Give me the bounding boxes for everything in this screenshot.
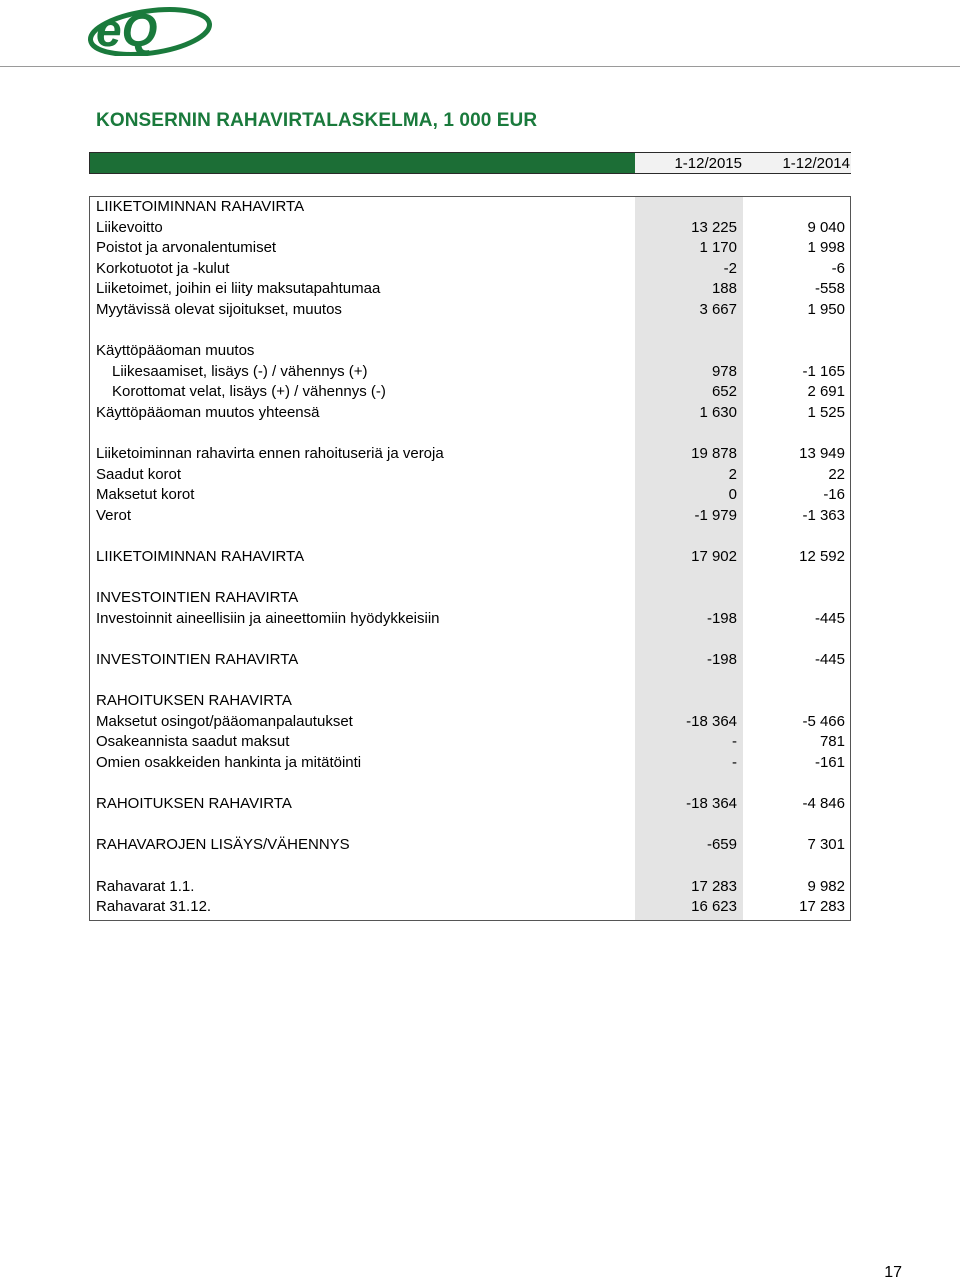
value-2014: -5 466 (802, 712, 845, 730)
page-title: KONSERNIN RAHAVIRTALASKELMA, 1 000 EUR (96, 110, 538, 131)
value-2015: 1 630 (699, 403, 737, 421)
row-label: Investoinnit aineellisiin ja aineettomiin hyödykkeisiin (96, 609, 440, 627)
table-row (90, 218, 850, 239)
row-label: Maksetut korot (96, 486, 195, 504)
cash-flow-table (89, 152, 851, 921)
value-2015: -659 (706, 836, 737, 854)
row-label: INVESTOINTIEN RAHAVIRTA (96, 589, 299, 607)
table-row (90, 506, 850, 527)
table-row (90, 238, 850, 259)
row-label: Verot (96, 506, 132, 524)
row-label: RAHAVAROJEN LISÄYS/VÄHENNYS (96, 836, 350, 854)
table-row (90, 794, 850, 815)
row-label: RAHOITUKSEN RAHAVIRTA (96, 692, 292, 710)
value-2015: -198 (706, 609, 737, 627)
row-label: Korottomat velat, lisäys (+) / vähennys (-) (112, 383, 386, 401)
value-2014: 12 592 (799, 548, 845, 566)
spacer-row (90, 629, 850, 650)
row-label: Korkotuotot ja -kulut (96, 259, 230, 277)
value-2015: 19 878 (691, 445, 737, 463)
value-2015: 0 (728, 486, 737, 504)
table-row (90, 341, 850, 362)
table-row (90, 465, 850, 486)
value-2015: -2 (723, 259, 737, 277)
value-2014: -445 (814, 651, 845, 669)
value-2014: 1 525 (807, 403, 845, 421)
spacer-row (90, 424, 850, 445)
value-2014: 22 (828, 465, 845, 483)
value-2014: 1 998 (807, 239, 845, 257)
table-row (90, 279, 850, 300)
spacer-row (90, 774, 850, 795)
value-2015: 17 283 (691, 877, 737, 895)
value-2015: 978 (711, 362, 737, 380)
value-2014: -16 (823, 486, 845, 504)
row-label: Myytävissä olevat sijoitukset, muutos (96, 300, 342, 318)
table-row (90, 897, 850, 918)
table-row (90, 197, 850, 218)
value-2014: 2 691 (807, 383, 845, 401)
value-2015: 188 (711, 280, 737, 298)
table-row (90, 485, 850, 506)
spacer-row (90, 321, 850, 342)
row-label: Poistot ja arvonalentumiset (96, 239, 277, 257)
table-row (90, 691, 850, 712)
table-row (90, 712, 850, 733)
row-label: Osakeannista saadut maksut (96, 733, 290, 751)
svg-text:eQ: eQ (96, 4, 158, 56)
table-header (89, 152, 851, 174)
row-label: Liikesaamiset, lisäys (-) / vähennys (+) (112, 362, 368, 380)
table-body (89, 196, 851, 921)
column-header-2014: 1-12/2014 (743, 153, 851, 173)
row-label: INVESTOINTIEN RAHAVIRTA (96, 651, 299, 669)
row-label: LIIKETOIMINNAN RAHAVIRTA (96, 198, 305, 215)
spacer-row (90, 815, 850, 836)
table-row (90, 877, 850, 898)
row-label: Liikevoitto (96, 218, 163, 236)
value-2014: -558 (814, 280, 845, 298)
row-label: Käyttöpääoman muutos yhteensä (96, 403, 320, 421)
spacer-row (90, 671, 850, 692)
table-row (90, 650, 850, 671)
row-label: Liiketoiminnan rahavirta ennen rahoituseriä ja veroja (96, 445, 444, 463)
value-2015: -18 364 (686, 795, 737, 813)
table-row (90, 403, 850, 424)
value-2015: 13 225 (691, 218, 737, 236)
value-2014: -6 (831, 259, 845, 277)
table-row (90, 547, 850, 568)
row-label: Omien osakkeiden hankinta ja mitätöinti (96, 754, 362, 772)
value-2014: 9 982 (807, 877, 845, 895)
value-2014: 13 949 (799, 445, 845, 463)
value-2014: 17 283 (799, 898, 845, 916)
table-row (90, 753, 850, 774)
row-label: Rahavarat 1.1. (96, 877, 195, 895)
spacer-row (90, 527, 850, 548)
table-row (90, 300, 850, 321)
value-2015: -18 364 (686, 712, 737, 730)
eq-logo (88, 2, 218, 56)
table-row (90, 588, 850, 609)
row-label: RAHOITUKSEN RAHAVIRTA (96, 795, 292, 813)
row-label: Maksetut osingot/pääomanpalautukset (96, 712, 353, 730)
value-2015: 2 (728, 465, 737, 483)
value-2014: -4 846 (802, 795, 845, 813)
spacer-row (90, 856, 850, 877)
column-header-2015: 1-12/2015 (635, 153, 743, 173)
table-row (90, 362, 850, 383)
row-label: Liiketoimet, joihin ei liity maksutapahtumaa (96, 280, 381, 298)
row-label: Saadut korot (96, 465, 182, 483)
row-label: Rahavarat 31.12. (96, 898, 212, 916)
value-2014: -445 (814, 609, 845, 627)
value-2015: - (732, 733, 737, 751)
row-label: LIIKETOIMINNAN RAHAVIRTA (96, 548, 305, 566)
value-2014: -1 165 (802, 362, 845, 380)
value-2014: 7 301 (807, 836, 845, 854)
value-2014: -1 363 (802, 506, 845, 524)
table-row (90, 609, 850, 630)
value-2015: 1 170 (699, 239, 737, 257)
row-label: Käyttöpääoman muutos (96, 342, 255, 360)
value-2014: 781 (819, 733, 845, 751)
spacer-row (90, 568, 850, 589)
value-2014: 9 040 (807, 218, 845, 236)
value-2015: 17 902 (691, 548, 737, 566)
header-divider (0, 66, 960, 67)
table-row (90, 382, 850, 403)
value-2015: -1 979 (694, 506, 737, 524)
value-2014: 1 950 (807, 300, 845, 318)
table-row (90, 835, 850, 856)
table-row (90, 732, 850, 753)
value-2015: 652 (711, 383, 737, 401)
value-2015: 3 667 (699, 300, 737, 318)
value-2014: -161 (814, 754, 845, 772)
value-2015: 16 623 (691, 898, 737, 916)
table-row (90, 259, 850, 280)
value-2015: -198 (706, 651, 737, 669)
value-2015: - (732, 754, 737, 772)
page-number: 17 (884, 1264, 902, 1281)
table-row (90, 444, 850, 465)
